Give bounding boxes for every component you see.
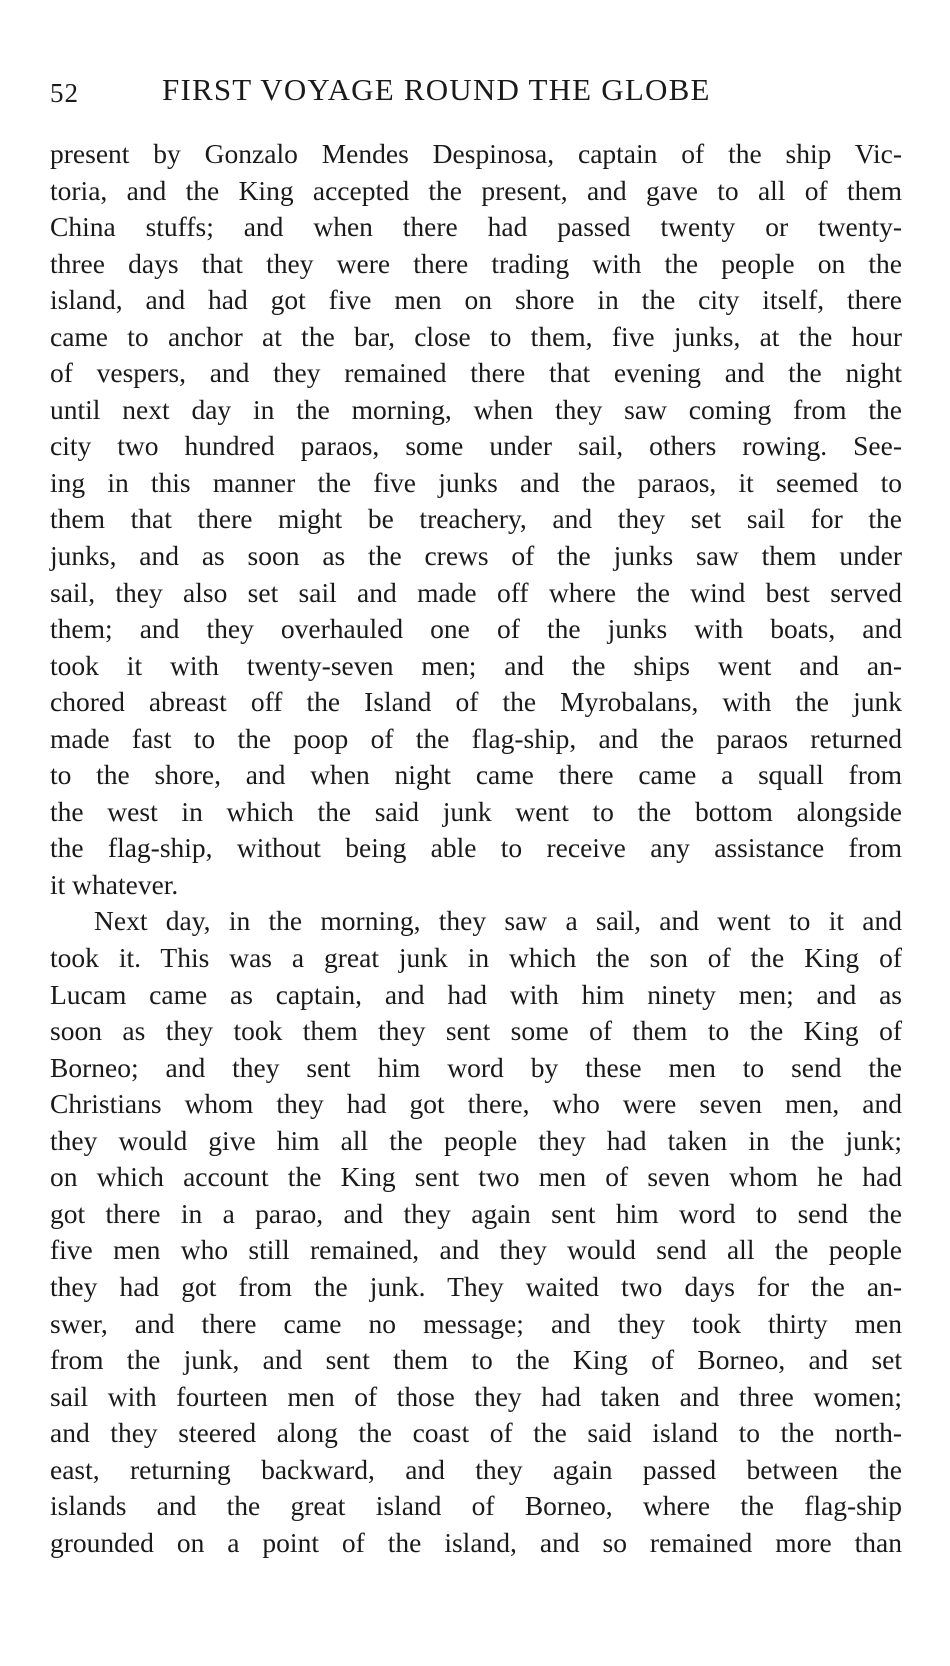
page-number: 52: [50, 78, 79, 108]
text-line: and they steered along the coast of the said island to the north-: [50, 1417, 902, 1449]
text-line: islands and the great island of Borneo, where the flag-ship: [50, 1490, 902, 1522]
text-line: they had got from the junk. They waited two days for the an-: [50, 1270, 902, 1302]
text-line: soon as they took them they sent some of them to the King of: [50, 1015, 902, 1047]
running-title: FIRST VOYAGE ROUND THE GLOBE: [162, 72, 711, 107]
text-line: to the shore, and when night came there came a squall from: [50, 759, 902, 791]
text-line: the flag-ship, without being able to receive any assistance from: [50, 832, 902, 864]
text-line: took it with twenty-seven men; and the ships went and an-: [50, 649, 902, 681]
text-line: three days that they were there trading with the people on the: [50, 247, 902, 279]
text-line: from the junk, and sent them to the King of Borneo, and set: [50, 1344, 902, 1376]
text-line: they would give him all the people they had taken in the junk;: [50, 1124, 902, 1156]
text-line: sail, they also set sail and made off where the wind best served: [50, 576, 902, 608]
text-line: until next day in the morning, when they saw coming from the: [50, 393, 902, 425]
paragraph-1: [50, 136, 902, 903]
text-line: got there in a parao, and they again sent him word to send the: [50, 1197, 902, 1229]
text-line: China stuffs; and when there had passed twenty or twenty-: [50, 211, 902, 243]
text-line: grounded on a point of the island, and so remained more than: [50, 1526, 902, 1558]
text-line: chored abreast off the Island of the Myrobalans, with the junk: [50, 686, 902, 718]
text-line: Christians whom they had got there, who were seven men, and: [50, 1088, 902, 1120]
running-head: [50, 72, 910, 112]
text-line: Borneo; and they sent him word by these men to send the: [50, 1051, 902, 1083]
text-line: took it. This was a great junk in which the son of the King of: [50, 942, 902, 974]
text-line: it whatever.: [50, 868, 179, 900]
text-line: came to anchor at the bar, close to them, five junks, at the hour: [50, 320, 902, 352]
text-line: island, and had got five men on shore in the city itself, there: [50, 284, 902, 316]
text-line: Lucam came as captain, and had with him ninety men; and as: [50, 978, 902, 1010]
body-text: [50, 136, 902, 1561]
text-line: them; and they overhauled one of the junks with boats, and: [50, 613, 902, 645]
text-line: junks, and as soon as the crews of the junks saw them under: [50, 540, 902, 572]
paragraph-2: [50, 903, 902, 1561]
text-line: east, returning backward, and they again passed between the: [50, 1453, 902, 1485]
text-line: Next day, in the morning, they saw a sail, and went to it and: [94, 905, 902, 937]
text-line: on which account the King sent two men of seven whom he had: [50, 1161, 902, 1193]
text-line: present by Gonzalo Mendes Despinosa, captain of the ship Vic-: [50, 138, 902, 169]
text-line: sail with fourteen men of those they had taken and three women;: [50, 1380, 902, 1412]
text-line: the west in which the said junk went to the bottom alongside: [50, 795, 902, 827]
text-line: made fast to the poop of the flag-ship, and the paraos returned: [50, 722, 902, 754]
text-line: them that there might be treachery, and they set sail for the: [50, 503, 902, 535]
text-line: ing in this manner the five junks and the paraos, it seemed to: [50, 466, 902, 498]
text-line: five men who still remained, and they would send all the people: [50, 1234, 902, 1266]
text-line: city two hundred paraos, some under sail, others rowing. See-: [50, 430, 902, 462]
text-line: of vespers, and they remained there that evening and the night: [50, 357, 902, 389]
text-line: toria, and the King accepted the present, and gave to all of them: [50, 174, 902, 206]
text-line: swer, and there came no message; and they took thirty men: [50, 1307, 902, 1339]
